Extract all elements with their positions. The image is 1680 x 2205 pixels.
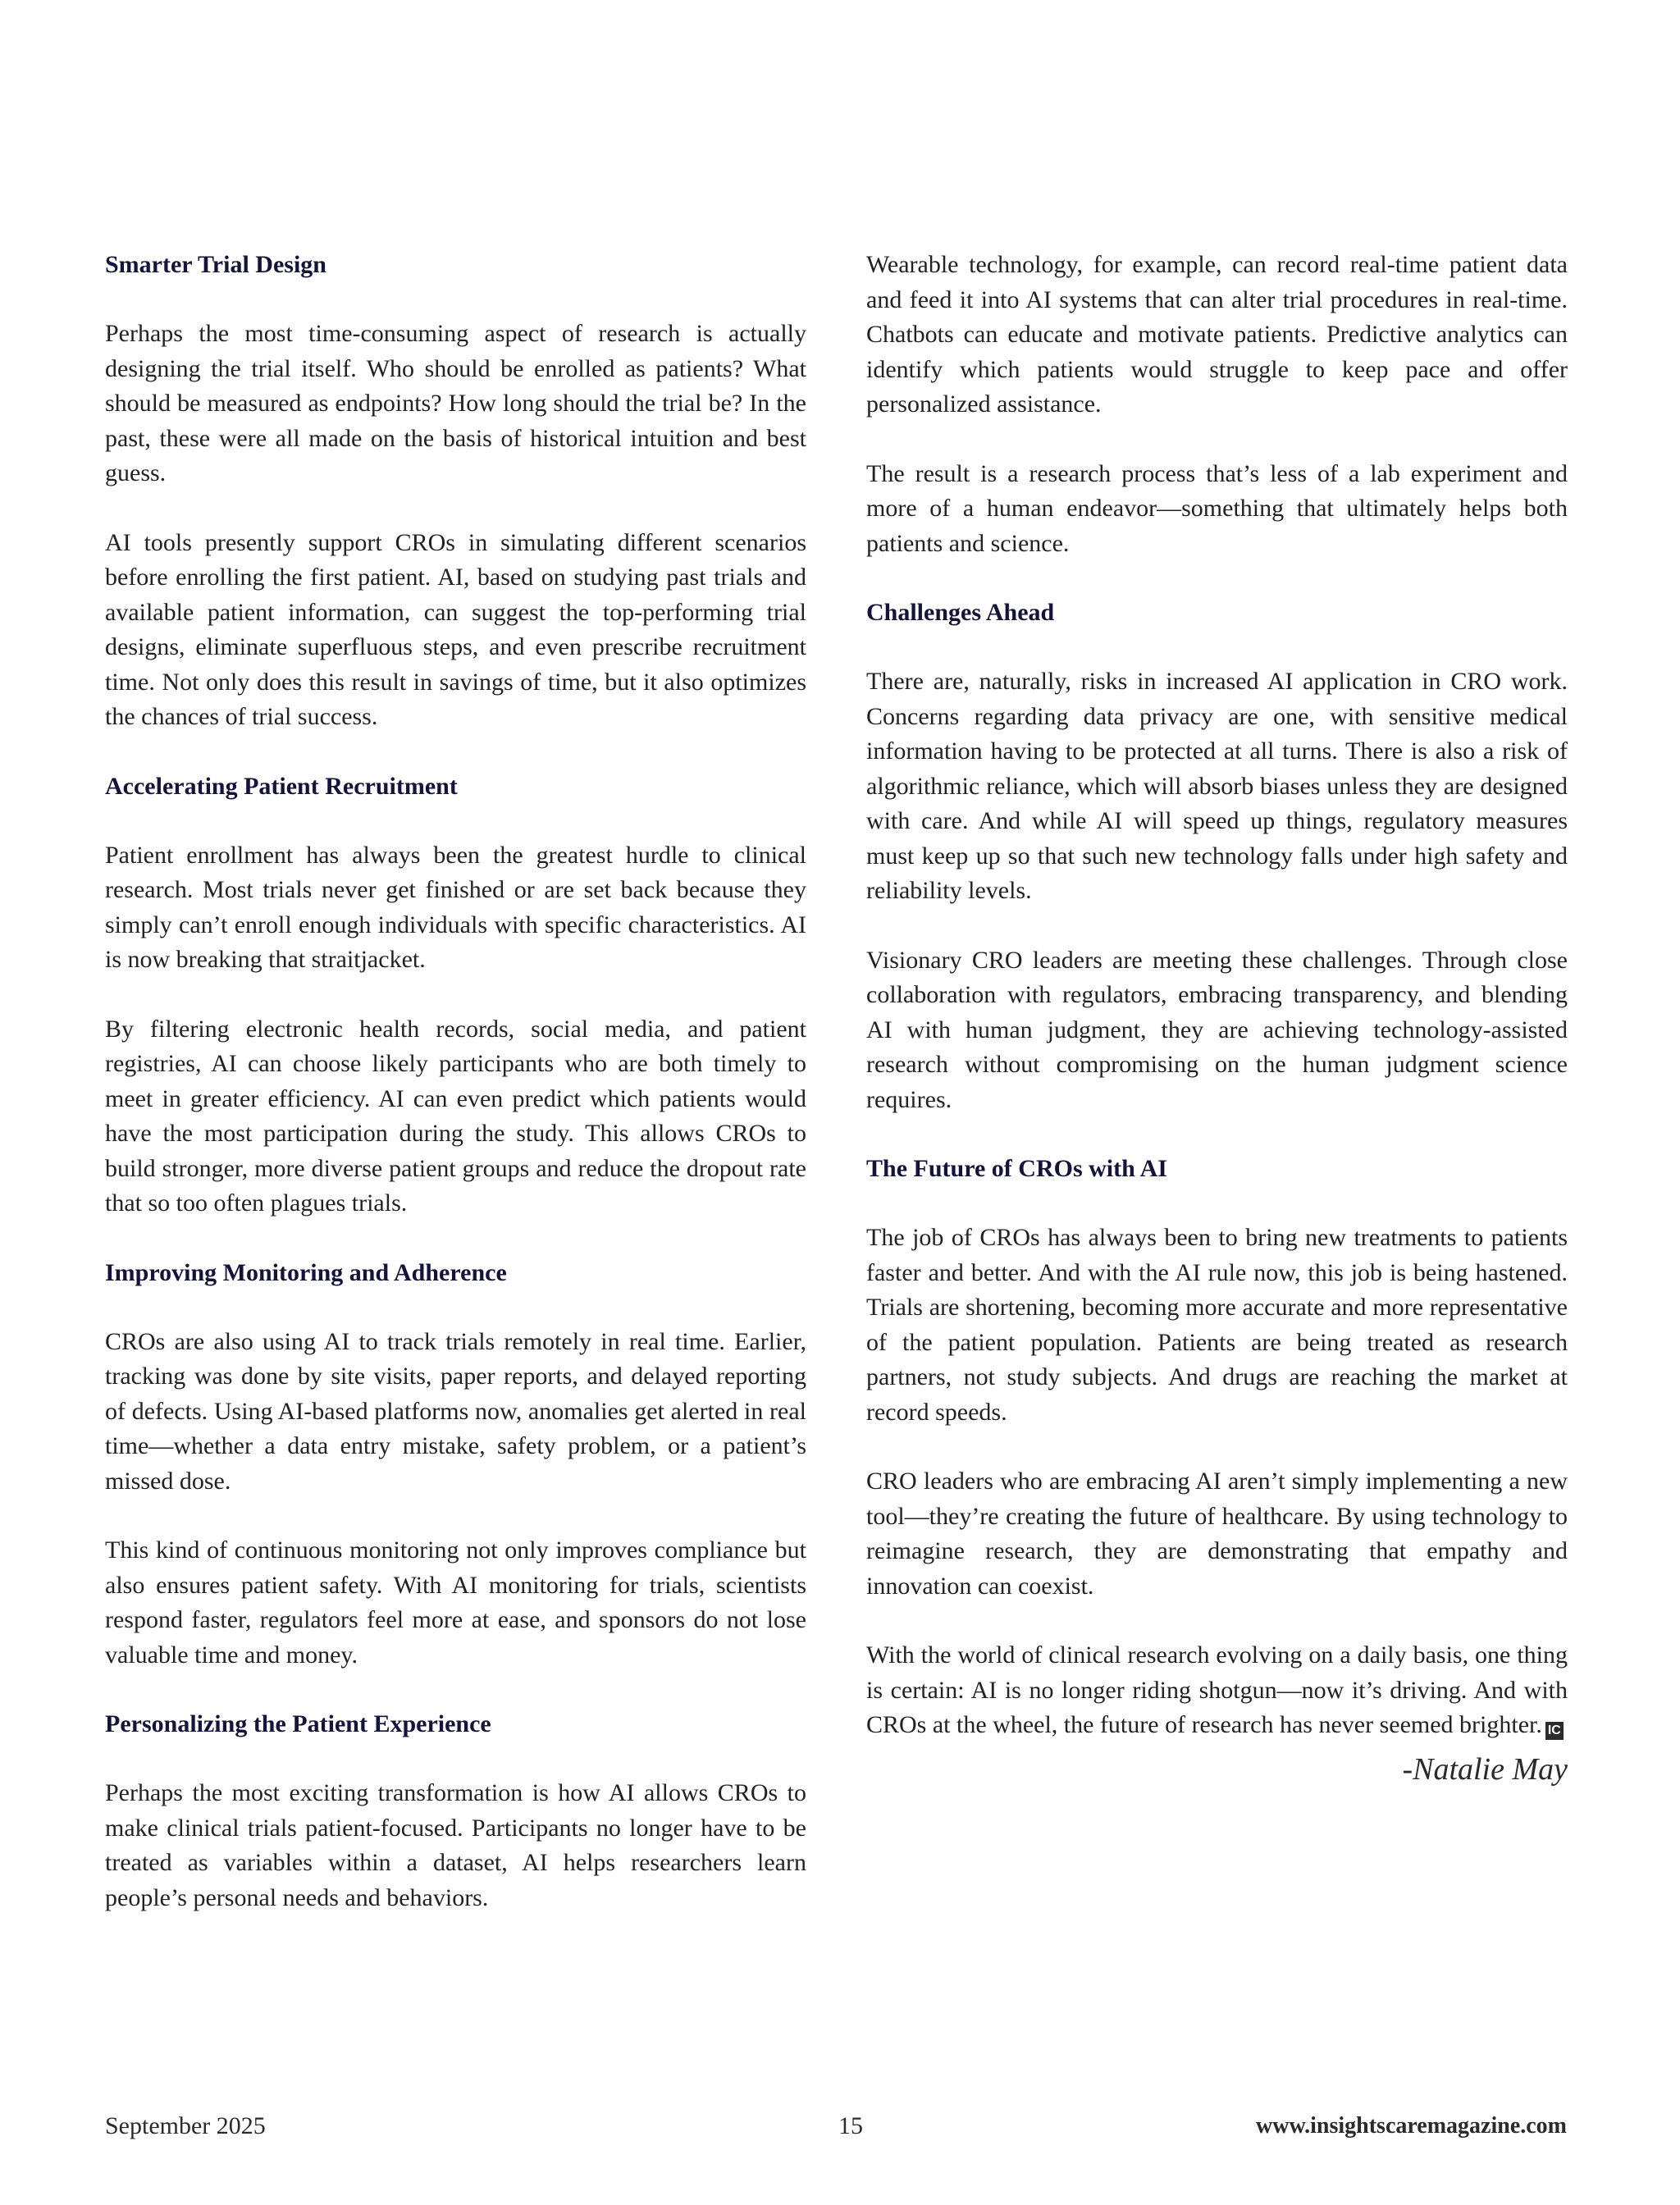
- closing-text: With the world of clinical research evolving on a daily basis, one thing is certain: AI is no longer riding shotgun—now it’s driving. And with CROs at the wheel, the future of research has never seemed brighter.: [866, 1641, 1568, 1738]
- paragraph: CRO leaders who are embracing AI aren’t simply implementing a new tool—they’re creating the future of healthcare. By using technology to reimagine research, they are demonstrating that empathy and innovation can coexist.: [866, 1468, 1568, 1600]
- paragraph: The job of CROs has always been to bring new treatments to patients faster and better. And with the AI rule now, this job is being hastened. Trials are shortening, becoming more accurate and more representative of the patient population. Patients are being treated as research partners, not study subjects. And drugs are reaching the market at record speeds.: [866, 1224, 1568, 1426]
- paragraph: There are, naturally, risks in increased AI application in CRO work. Concerns regarding data privacy are one, with sensitive medical information having to be protected at all turns. There is also a risk of algorithmic reliance, which will absorb biases unless they are designed with care. And while AI will speed up things, regulatory measures must keep up so that such new technology falls under high safety and reliability levels.: [866, 668, 1568, 904]
- paragraph: Perhaps the most exciting transformation is how AI allows CROs to make clinical trials patient-focused. Participants no longer have to be treated as variables within a dataset, AI helps researchers learn people’s personal needs and behaviors.: [105, 1779, 806, 1911]
- closing-paragraph: [866, 1638, 1568, 1743]
- footer-website-link[interactable]: www.insightscaremagazine.com: [1256, 2113, 1567, 2139]
- right-intro: [866, 248, 1568, 561]
- paragraph: By filtering electronic health records, social media, and patient registries, AI can choose likely participants who are both timely to meet in greater efficiency. AI can even predict which patients would have the most participation during the study. This allows CROs to build stronger, more diverse patient groups and reduce the dropout rate that so too often plagues trials.: [105, 1015, 806, 1217]
- section-heading: The Future of CROs with AI: [866, 1155, 1167, 1182]
- right-column: [866, 248, 1568, 1822]
- paragraph: Visionary CRO leaders are meeting these challenges. Through close collaboration with regulators, embracing transparency, and blending AI with human judgment, they are achieving technology-assisted research without compromising on the human judgment science requires.: [866, 946, 1568, 1113]
- paragraph: Perhaps the most time-consuming aspect of research is actually designing the trial itself. Who should be enrolled as patients? What should be measured as endpoints? How long should the trial be? In the past, these were all made on the basis of historical intuition and best guess.: [105, 320, 806, 486]
- left-column: [105, 248, 806, 1950]
- section-heading: Smarter Trial Design: [105, 251, 326, 278]
- paragraph: Patient enrollment has always been the greatest hurdle to clinical research. Most trials never get finished or are set back because they simply can’t enroll enough individuals with specific characteristics. AI is now breaking that straitjacket.: [105, 841, 806, 973]
- section-heading: Improving Monitoring and Adherence: [105, 1258, 507, 1286]
- paragraph: AI tools presently support CROs in simulating different scenarios before enrolling the first patient. AI, based on studying past trials and available patient information, can suggest the top-performing trial designs, eliminate superfluous steps, and even prescribe recruitment time. Not only does this result in savings of time, but it also optimizes the chances of trial success.: [105, 528, 806, 730]
- section-heading: Accelerating Patient Recruitment: [105, 772, 458, 800]
- footer-date: September 2025: [105, 2112, 266, 2139]
- section-heading: Personalizing the Patient Experience: [105, 1710, 491, 1737]
- author-signature: -Natalie May: [1402, 1751, 1568, 1787]
- section-challenges-ahead: [866, 596, 1568, 1117]
- paragraph: CROs are also using AI to track trials remotely in real time. Earlier, tracking was done by site visits, paper reports, and delayed reporting of defects. Using AI-based platforms now, anomalies get alerted in real time—whether a data entry mistake, safety problem, or a patient’s missed dose.: [105, 1327, 806, 1495]
- section-accelerating-patient-recruitment: [105, 769, 806, 1221]
- paragraph: Wearable technology, for example, can record real-time patient data and feed it into AI systems that can alter trial procedures in real-time. Chatbots can educate and motivate patients. Predictive analytics can identify which patients would struggle to keep pace and offer personalized assistance.: [866, 251, 1568, 418]
- section-smarter-trial-design: [105, 248, 806, 735]
- section-future-of-cros: [866, 1152, 1568, 1787]
- footer-page-number: 15: [838, 2112, 863, 2139]
- end-mark-icon: IC: [1545, 1722, 1564, 1740]
- section-heading: Challenges Ahead: [866, 599, 1055, 626]
- section-improving-monitoring: [105, 1256, 806, 1673]
- paragraph: The result is a research process that’s less of a lab experiment and more of a human endeavor—something that ultimately helps both patients and science.: [866, 459, 1568, 557]
- paragraph: This kind of continuous monitoring not only improves compliance but also ensures patient safety. With AI monitoring for trials, scientists respond faster, regulators feel more at ease, and sponsors do not lose valuable time and money.: [105, 1536, 806, 1669]
- section-personalizing-patient-experience: [105, 1707, 806, 1915]
